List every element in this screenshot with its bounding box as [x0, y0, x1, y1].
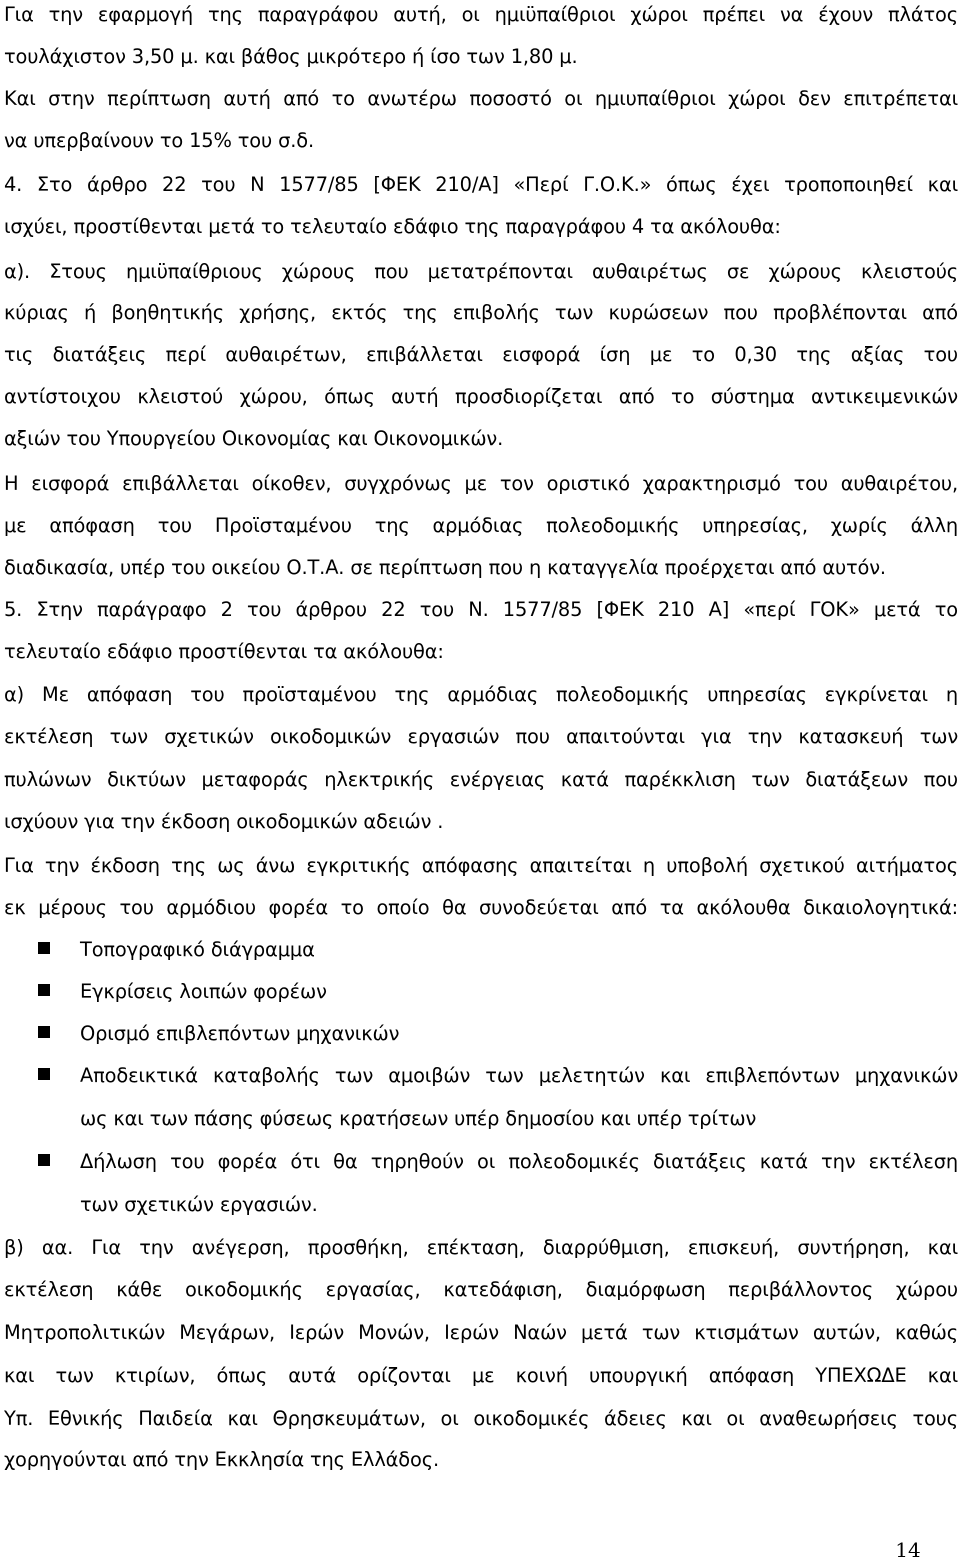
text-line: Για την εφαρμογή της παραγράφου αυτή, οι ημιϋπαίθριοι χώροι πρέπει να έχουν πλάτος	[4, 3, 958, 26]
text-line: Για την έκδοση της ως άνω εγκριτικής απόφασης απαιτείται η υποβολή σχετικού αιτήματος	[4, 854, 958, 877]
text-line: τουλάχιστον 3,50 μ. και βάθος μικρότερο ή ίσο των 1,80 μ.	[4, 45, 578, 68]
text-line: Μητροπολιτικών Μεγάρων, Ιερών Μονών, Ιερών Ναών μετά των κτισμάτων αυτών, καθώς	[4, 1321, 958, 1344]
text-line: με απόφαση του Προϊσταμένου της αρμόδιας πολεοδομικής υπηρεσίας, χωρίς άλλη	[4, 514, 958, 537]
text-line: τελευταίο εδάφιο προστίθενται τα ακόλουθα:	[4, 640, 444, 663]
text-line: 4. Στο άρθρο 22 του Ν 1577/85 [ΦΕΚ 210/Α] «Περί Γ.Ο.Κ.» όπως έχει τροποποιηθεί και	[4, 173, 958, 196]
text-line: χορηγούνται από την Εκκλησία της Ελλάδος.	[4, 1448, 439, 1471]
list-item: Τοπογραφικό διάγραμμα	[80, 938, 315, 961]
square-bullet-icon	[38, 984, 50, 996]
text-line: 5. Στην παράγραφο 2 του άρθρου 22 του Ν. 1577/85 [ΦΕΚ 210 Α] «περί ΓΟΚ» μετά το	[4, 598, 958, 621]
list-item: Δήλωση του φορέα ότι θα τηρηθούν οι πολεοδομικές διατάξεις κατά την εκτέλεση	[80, 1150, 958, 1173]
text-line: και των κτιρίων, όπως αυτά ορίζονται με κοινή υπουργική απόφαση ΥΠΕΧΩΔΕ και	[4, 1364, 958, 1387]
list-item: Αποδεικτικά καταβολής των αμοιβών των μελετητών και επιβλεπόντων μηχανικών	[80, 1064, 958, 1087]
text-line: αντίστοιχου κλειστού χώρου, όπως αυτή προσδιορίζεται από το σύστημα αντικειμενικών	[4, 385, 958, 408]
text-line: Υπ. Εθνικής Παιδεία και Θρησκευμάτων, οι οικοδομικές άδειες και οι αναθεωρήσεις τους	[4, 1407, 958, 1430]
square-bullet-icon	[38, 1154, 50, 1166]
text-line: α). Στους ημιϋπαίθριους χώρους που μετατρέπονται αυθαιρέτως σε χώρους κλειστούς	[4, 260, 958, 283]
list-item-continuation: ως και των πάσης φύσεως κρατήσεων υπέρ δημοσίου και υπέρ τρίτων	[80, 1107, 757, 1130]
square-bullet-icon	[38, 1068, 50, 1080]
text-line: τις διατάξεις περί αυθαιρέτων, επιβάλλεται εισφορά ίση με το 0,30 της αξίας του	[4, 343, 958, 366]
square-bullet-icon	[38, 942, 50, 954]
text-line: β) αα. Για την ανέγερση, προσθήκη, επέκταση, διαρρύθμιση, επισκευή, συντήρηση, και	[4, 1236, 958, 1259]
text-line: ισχύουν για την έκδοση οικοδομικών αδειών .	[4, 810, 444, 833]
text-line: πυλώνων δικτύων μεταφοράς ηλεκτρικής ενέργειας κατά παρέκκλιση των διατάξεων που	[4, 768, 958, 791]
text-line: κύριας ή βοηθητικής χρήσης, εκτός της επιβολής των κυρώσεων που προβλέπονται από	[4, 301, 958, 324]
text-line: εκ μέρους του αρμόδιου φορέα το οποίο θα συνοδεύεται από τα ακόλουθα δικαιολογητικά:	[4, 896, 958, 919]
text-line: Και στην περίπτωση αυτή από το ανωτέρω ποσοστό οι ημιυπαίθριοι χώροι δεν επιτρέπεται	[4, 87, 958, 110]
text-line: Η εισφορά επιβάλλεται οίκοθεν, συγχρόνως με τον οριστικό χαρακτηρισμό του αυθαιρέτου,	[4, 472, 958, 495]
text-line: ισχύει, προστίθενται μετά το τελευταίο εδάφιο της παραγράφου 4 τα ακόλουθα:	[4, 215, 781, 238]
text-line: α) Με απόφαση του προϊσταμένου της αρμόδιας πολεοδομικής υπηρεσίας εγκρίνεται η	[4, 683, 958, 706]
list-item: Ορισμό επιβλεπόντων μηχανικών	[80, 1022, 400, 1045]
text-line: αξιών του Υπουργείου Οικονομίας και Οικονομικών.	[4, 427, 504, 450]
text-line: να υπερβαίνουν το 15% του σ.δ.	[4, 129, 314, 152]
list-item: Εγκρίσεις λοιπών φορέων	[80, 980, 327, 1003]
text-line: εκτέλεση των σχετικών οικοδομικών εργασιών που απαιτούνται για την κατασκευή των	[4, 725, 958, 748]
square-bullet-icon	[38, 1026, 50, 1038]
text-line: εκτέλεση κάθε οικοδομικής εργασίας, κατεδάφιση, διαμόρφωση περιβάλλοντος χώρου	[4, 1278, 958, 1301]
text-line: διαδικασία, υπέρ του οικείου Ο.Τ.Α. σε περίπτωση που η καταγγελία προέρχεται από αυτόν.	[4, 556, 886, 579]
list-item-continuation: των σχετικών εργασιών.	[80, 1193, 318, 1216]
page-number: 14	[895, 1538, 921, 1562]
